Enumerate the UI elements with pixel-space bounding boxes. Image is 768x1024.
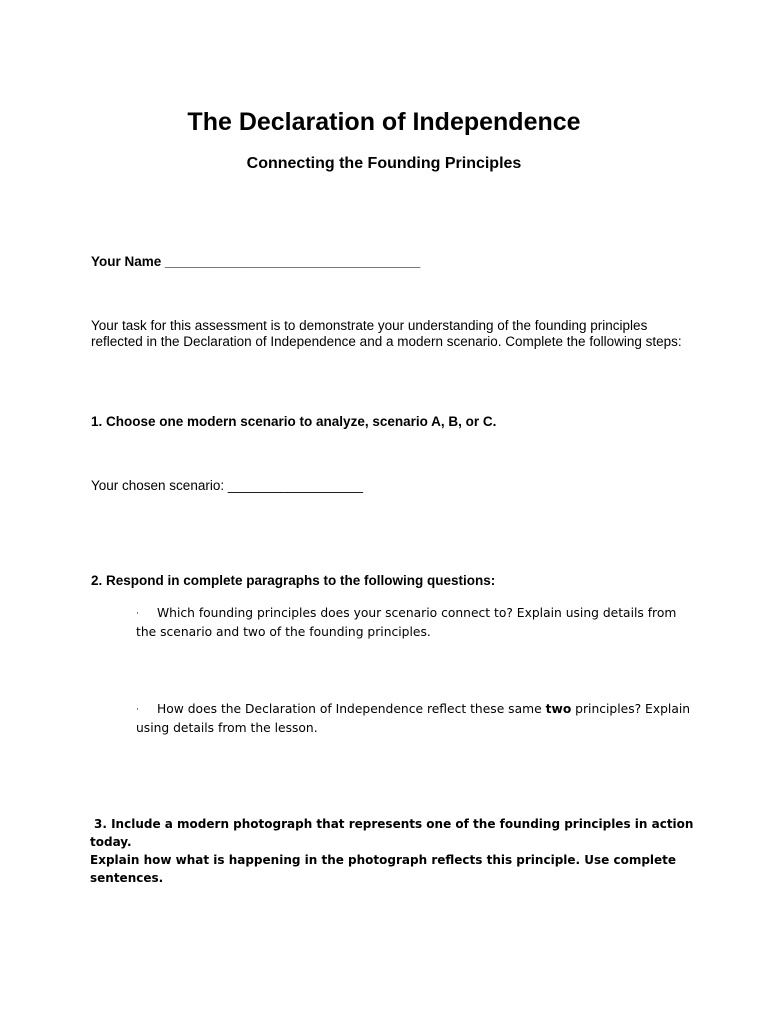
- question-2-text-end: principles? Explain using details from the lesson.: [136, 702, 691, 735]
- bullet-icon: ·: [136, 608, 139, 619]
- name-field[interactable]: Your Name __________________________________: [91, 254, 421, 269]
- step-3-line-2: Explain how what is happening in the photograph reflects this principle. Use complete sentences.: [90, 853, 677, 885]
- bullet-icon: ·: [136, 704, 139, 715]
- chosen-scenario-field[interactable]: Your chosen scenario: __________________: [91, 478, 363, 493]
- step-3-instructions: [90, 815, 710, 887]
- question-2-text-start: How does the Declaration of Independence reflect these same: [157, 702, 546, 716]
- question-1: [136, 604, 696, 641]
- document-subtitle: Connecting the Founding Principles: [246, 155, 522, 172]
- question-2: [136, 700, 696, 737]
- step-2-heading: 2. Respond in complete paragraphs to the following questions:: [91, 573, 496, 588]
- document-title: The Declaration of Independence: [187, 108, 581, 136]
- step-3-line-1: 3. Include a modern photograph that represents one of the founding principles in action today.: [90, 817, 694, 849]
- step-1-heading: 1. Choose one modern scenario to analyze, scenario A, B, or C.: [91, 414, 497, 429]
- question-2-emphasis: two: [545, 702, 572, 716]
- task-instructions: Your task for this assessment is to demonstrate your understanding of the founding principles reflected in the Declaration of Independence and a modern scenario. Complete the following steps:: [91, 318, 682, 349]
- question-1-text: Which founding principles does your scenario connect to? Explain using details from the scenario and two of the founding principles.: [136, 606, 677, 639]
